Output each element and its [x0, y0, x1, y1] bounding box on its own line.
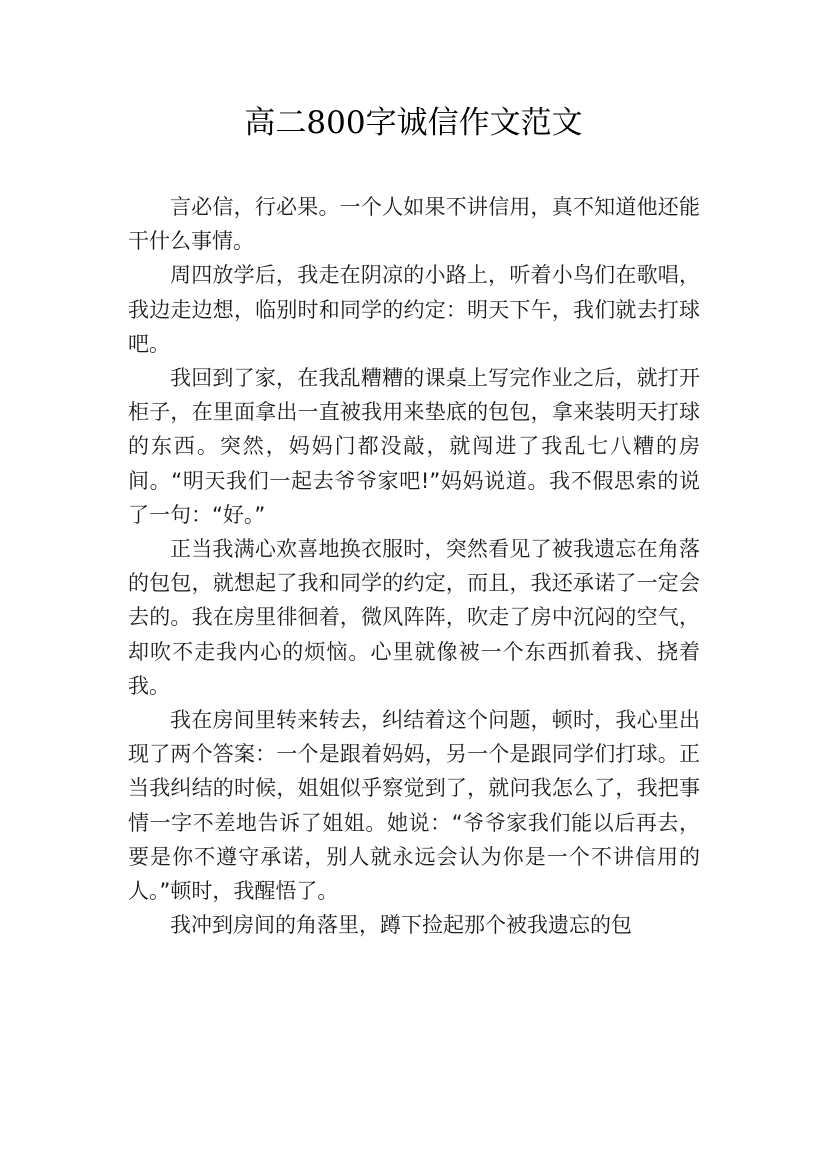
paragraph: 言必信，行必果。一个人如果不讲信用，真不知道他还能干什么事情。 — [128, 195, 700, 254]
paragraph: 我回到了家，在我乱糟糟的课桌上写完作业之后，就打开柜子，在里面拿出一直被我用来垫底的包包，拿来装明天打球的东西。突然，妈妈门都没敲，就闯进了我乱七八糟的房间。“明天我们一起去爷爷家吧!”妈妈说道。我不假思索的说了一句：“好。” — [128, 366, 700, 527]
document-title: 高二800字诚信作文范文 — [244, 105, 583, 141]
paragraph: 周四放学后，我走在阴凉的小路上，听着小鸟们在歌唱，我边走边想，临别时和同学的约定：明天下午，我们就去打球吧。 — [128, 263, 700, 356]
paragraph: 我在房间里转来转去，纠结着这个问题，顿时，我心里出现了两个答案：一个是跟着妈妈，另一个是跟同学们打球。正当我纠结的时候，姐姐似乎察觉到了，就问我怎么了，我把事情一字不差地告诉了姐姐。她说：“爷爷家我们能以后再去，要是你不遵守承诺，别人就永远会认为你是一个不讲信用的人。”顿时，我醒悟了。 — [128, 708, 700, 904]
paragraph: 正当我满心欢喜地换衣服时，突然看见了被我遗忘在角落的包包，就想起了我和同学的约定，而且，我还承诺了一定会去的。我在房里徘徊着，微风阵阵，吹走了房中沉闷的空气，却吹不走我内心的烦恼。心里就像被一个东西抓着我、挠着我。 — [128, 537, 700, 698]
paragraph: 我冲到房间的角落里，蹲下捡起那个被我遗忘的包 — [170, 913, 632, 938]
document-body — [128, 190, 700, 942]
